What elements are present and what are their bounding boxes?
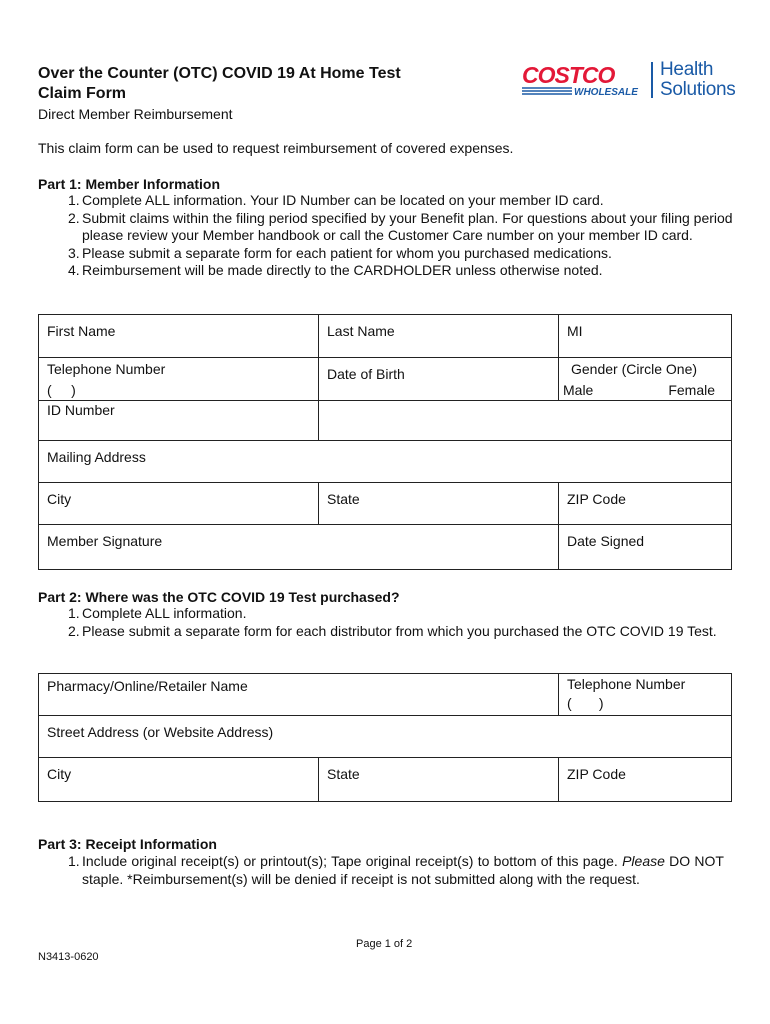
form-title (38, 64, 401, 104)
date-signed-field[interactable]: Date Signed (558, 525, 733, 569)
table-row (39, 401, 731, 441)
health-line2: Solutions (660, 79, 736, 100)
part2-heading: Part 2: Where was the OTC COVID 19 Test purchased? (38, 589, 400, 605)
costco-brand-text: COSTCO (522, 62, 615, 88)
city-field[interactable]: City (47, 491, 72, 507)
logo-divider (651, 62, 653, 98)
form-code: N3413-0620 (38, 951, 99, 963)
part2-section (38, 589, 738, 640)
purchase-info-table (38, 673, 732, 802)
health-solutions-logo (660, 60, 735, 100)
dob-field[interactable]: Date of Birth (318, 358, 558, 400)
table-row (39, 525, 731, 569)
retailer-name-field[interactable]: Pharmacy/Online/Retailer Name (47, 678, 248, 694)
costco-logo-graphic (520, 62, 644, 100)
last-name-field[interactable]: Last Name (318, 315, 558, 357)
mi-field[interactable]: MI (558, 315, 733, 357)
list-item: 3. Please submit a separate form for each patient for whom you purchased medications. (68, 244, 612, 261)
id-number-field[interactable]: ID Number (47, 402, 115, 418)
retailer-telephone-field[interactable]: Telephone Number ( ) (558, 674, 733, 715)
form-title-line1: Over the Counter (OTC) COVID 19 At Home Test (38, 65, 401, 82)
table-row (39, 716, 731, 758)
costco-logo (520, 62, 644, 100)
list-item: 2. Please submit a separate form for each distributor from which you purchased the OTC COVID 19 Test. (68, 622, 717, 639)
id-number-value[interactable] (318, 401, 733, 440)
retailer-city-field[interactable]: City (47, 766, 72, 782)
member-info-table (38, 314, 732, 570)
form-title-line2: Claim Form (38, 85, 127, 102)
state-field[interactable]: State (318, 483, 558, 524)
mailing-address-field[interactable]: Mailing Address (47, 449, 146, 465)
page-number: Page 1 of 2 (356, 938, 413, 950)
part3-instruction: 1. Include original receipt(s) or printout(s); Tape original receipt(s) to bottom of this page. Please DO NOT staple. *Reimbursement(s) will be denied if receipt is not submitted along with the request. (68, 853, 724, 887)
costco-brand-sub: WHOLESALE (574, 87, 638, 98)
list-item: 1. Complete ALL information. (68, 605, 247, 621)
form-intro: This claim form can be used to request reimbursement of covered expenses. (38, 140, 514, 156)
retailer-zip-field[interactable]: ZIP Code (558, 758, 733, 801)
table-row (39, 315, 731, 358)
part3-heading: Part 3: Receipt Information (38, 836, 217, 852)
retailer-state-field[interactable]: State (318, 758, 558, 801)
list-item: 4. Reimbursement will be made directly to the CARDHOLDER unless otherwise noted. (68, 262, 603, 278)
table-row (39, 758, 731, 801)
list-item: 2. Submit claims within the filing period specified by your Benefit plan. For questions about your filing period please review your Member handbook or call the Customer Care number on your member ID card. (68, 209, 733, 243)
telephone-field[interactable]: Telephone Number ( ) (47, 361, 166, 398)
table-row (39, 483, 731, 525)
street-address-field[interactable]: Street Address (or Website Address) (47, 724, 274, 740)
part1-heading: Part 1: Member Information (38, 176, 221, 192)
list-item: 1. Complete ALL information. Your ID Number can be located on your member ID card. (68, 192, 604, 208)
zip-field[interactable]: ZIP Code (558, 483, 733, 524)
health-line1: Health (660, 59, 714, 80)
part2-instructions (38, 605, 738, 640)
table-row (39, 441, 731, 483)
part3-section (38, 836, 738, 888)
member-signature-field[interactable]: Member Signature (47, 533, 163, 549)
gender-male-option[interactable]: Male (563, 382, 594, 398)
first-name-field[interactable]: First Name (47, 323, 116, 339)
table-row (39, 674, 731, 716)
gender-field[interactable]: Gender (Circle One) Male Female (558, 358, 733, 400)
part1-section (38, 176, 738, 280)
part1-instructions (38, 192, 738, 280)
form-subtitle: Direct Member Reimbursement (38, 106, 233, 122)
gender-female-option[interactable]: Female (668, 382, 715, 398)
table-row (39, 358, 731, 401)
